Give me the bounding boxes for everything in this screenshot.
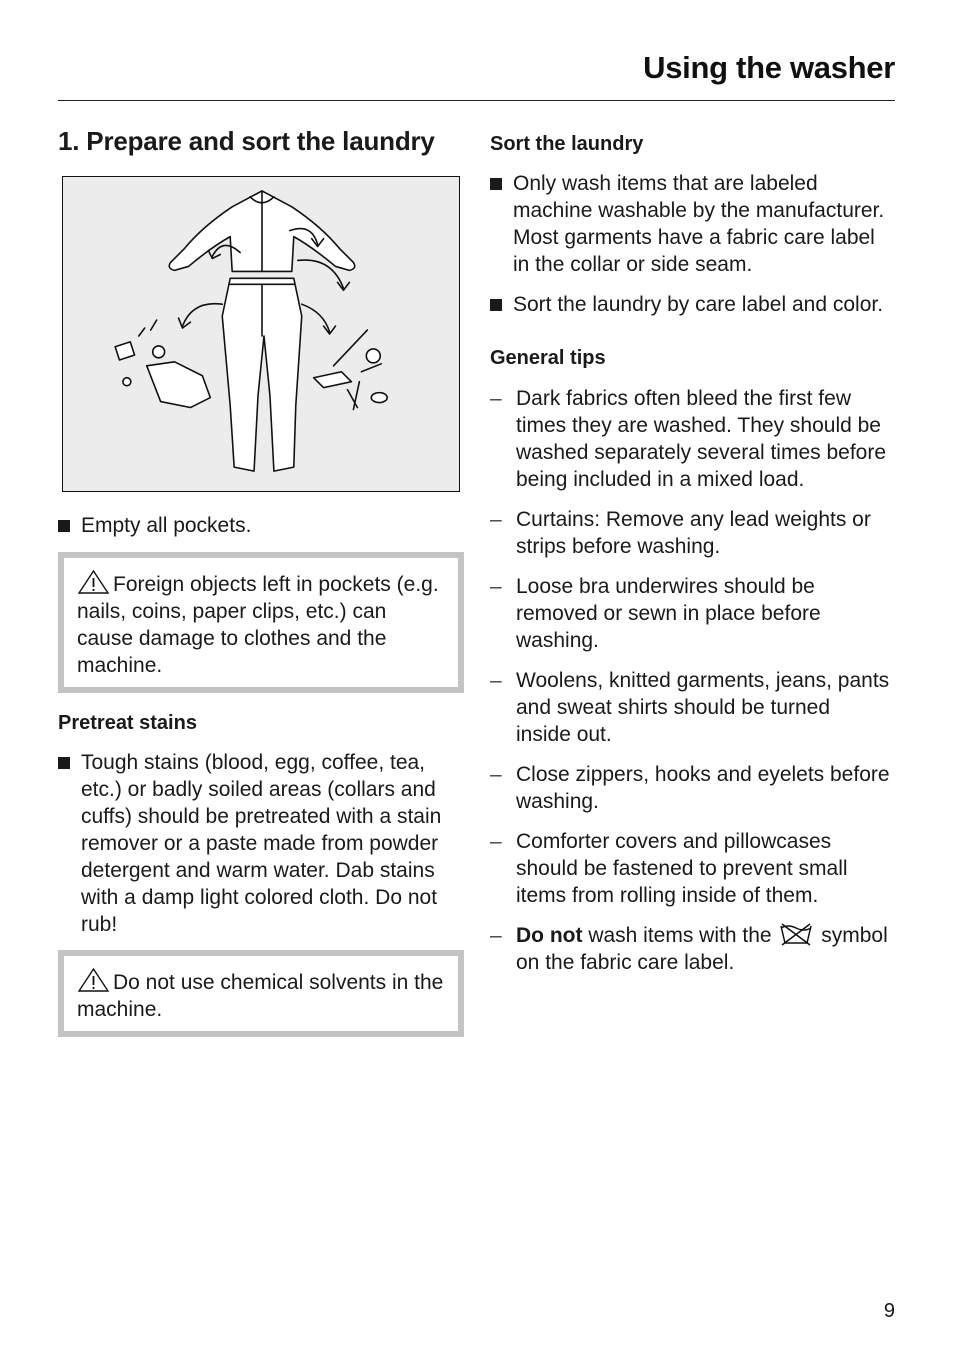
list-item: Empty all pockets. xyxy=(58,512,464,539)
bullet-square-icon xyxy=(58,520,70,532)
bullet-square-icon xyxy=(490,299,502,311)
pretreat-heading: Pretreat stains xyxy=(58,712,197,734)
list-item: – Woolens, knitted garments, jeans, pants and sweat shirts should be turned inside out. xyxy=(490,669,890,746)
do-not-wash-icon xyxy=(779,922,813,946)
list-item: Tough stains (blood, egg, coffee, tea, etc.) or badly soiled areas (collars and cuffs) should be pretreated with a stain remover or a paste made from powder detergent and warm water. Dab stains with a damp light colored cloth. Do not rub! xyxy=(58,749,464,938)
list-item: – Comforter covers and pillowcases should be fastened to prevent small items from rolling inside of them. xyxy=(490,830,848,907)
list-item: Sort the laundry by care label and color. xyxy=(490,291,890,318)
pockets-illustration xyxy=(62,176,460,492)
warning-text: Foreign objects left in pockets (e.g. nails, coins, paper clips, etc.) can cause damage to clothes and the machine. xyxy=(77,573,439,677)
list-item: – Loose bra underwires should be removed or sewn in place before washing. xyxy=(490,575,821,652)
clothing-illustration-icon xyxy=(63,177,459,491)
warning-triangle-icon xyxy=(77,569,110,595)
sort-heading: Sort the laundry xyxy=(490,133,644,155)
section-title: 1. Prepare and sort the laundry xyxy=(58,126,435,156)
list-item: – Do not wash items with the symbol on the fabric care label. xyxy=(490,924,888,974)
bullet-square-icon xyxy=(490,178,502,190)
list-item: – Dark fabrics often bleed the first few times they are washed. They should be washed separately several times before being included in a mixed load. xyxy=(490,387,887,491)
warning-text: Do not use chemical solvents in the machine. xyxy=(77,971,444,1021)
right-column xyxy=(490,130,890,976)
tips-heading: General tips xyxy=(490,347,606,369)
header-divider xyxy=(58,100,895,101)
list-item: Only wash items that are labeled machine washable by the manufacturer. Most garments have a fabric care label in the collar or side seam. xyxy=(490,170,890,278)
warning-triangle-icon xyxy=(77,967,110,993)
warning-box xyxy=(58,950,464,1037)
list-item: – Curtains: Remove any lead weights or strips before washing. xyxy=(490,508,871,558)
left-column xyxy=(58,124,464,1037)
page-header-title: Using the washer xyxy=(643,50,895,85)
warning-box xyxy=(58,552,464,693)
list-item: – Close zippers, hooks and eyelets before washing. xyxy=(490,763,890,813)
bullet-square-icon xyxy=(58,757,70,769)
page-number: 9 xyxy=(883,1300,895,1322)
